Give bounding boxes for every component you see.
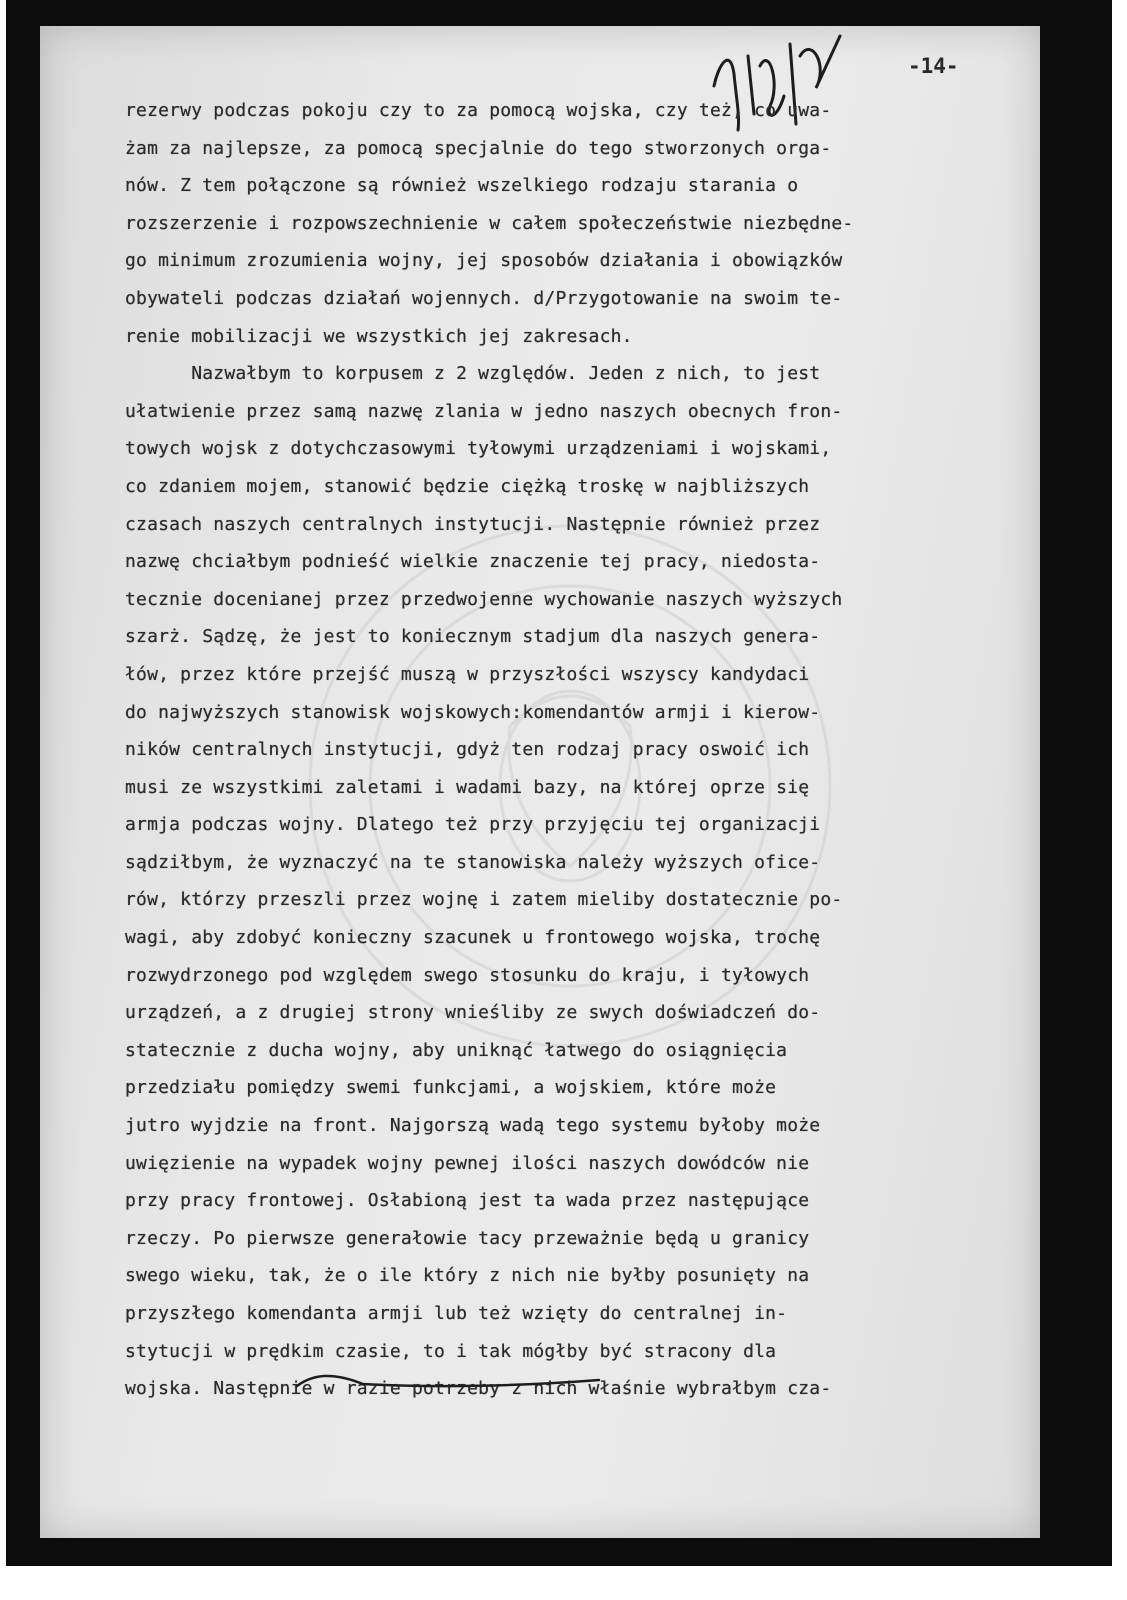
text-line: żam za najlepsze, za pomocą specjalnie do tego stworzonych orga- (125, 137, 832, 159)
text-line: do najwyższych stanowisk wojskowych:komendantów armji i kierow- (125, 701, 821, 723)
text-line: wagi, aby zdobyć konieczny szacunek u frontowego wojska, trochę (125, 927, 821, 949)
text-line: ułatwienie przez samą nazwę zlania w jedno naszych obecnych fron- (125, 400, 843, 422)
typed-text-body (125, 92, 1025, 1408)
text-line: go minimum zrozumienia wojny, jej sposobów działania i obowiązków (125, 250, 843, 272)
text-line: co zdaniem mojem, stanowić będzie ciężką troskę w najbliższych (125, 475, 810, 497)
text-line: rezerwy podczas pokoju czy to za pomocą wojska, czy też, co uwa- (125, 100, 832, 121)
text-line: rzeczy. Po pierwsze generałowie tacy przeważnie będą u granicy (125, 1227, 810, 1249)
text-line: rozszerzenie i rozpowszechnienie w całem społeczeństwie niezbędne- (125, 212, 854, 234)
text-line: renie mobilizacji we wszystkich jej zakresach. (125, 325, 633, 347)
text-line: Nazwałbym to korpusem z 2 względów. Jeden z nich, to jest (125, 363, 821, 385)
text-line: nów. Z tem połączone są również wszelkiego rodzaju starania o (125, 175, 799, 197)
text-line: łów, przez które przejść muszą w przyszłości wszyscy kandydaci (125, 663, 810, 685)
text-line: obywateli podczas działań wojennych. d/Przygotowanie na swoim te- (125, 287, 843, 309)
handwritten-underline (293, 1368, 603, 1390)
document-page (40, 26, 1040, 1538)
text-line: przedziału pomiędzy swemi funkcjami, a wojskiem, które może (125, 1077, 777, 1099)
text-line: ników centralnych instytucji, gdyż ten rodzaj pracy oswoić ich (125, 739, 810, 761)
text-line: armja podczas wojny. Dlatego też przy przyjęciu tej organizacji (125, 814, 821, 836)
text-line: sądziłbym, że wyznaczyć na te stanowiska należy wyższych ofice- (125, 851, 821, 873)
text-line: jutro wyjdzie na front. Najgorszą wadą tego systemu byłoby może (125, 1115, 821, 1137)
text-line: urządzeń, a z drugiej strony wnieśliby ze swych doświadczeń do- (125, 1002, 821, 1024)
text-line: przy pracy frontowej. Osłabioną jest ta wada przez następujące (125, 1190, 810, 1212)
text-line: wojska. Następnie w razie potrzeby z nich właśnie wybrałbym cza- (125, 1378, 832, 1400)
page-number: -14- (908, 54, 959, 78)
text-line: uwięzienie na wypadek wojny pewnej ilości naszych dowódców nie (125, 1152, 810, 1174)
text-line: rów, którzy przeszli przez wojnę i zatem mieliby dostatecznie po- (125, 889, 843, 911)
text-line: rozwydrzonego pod względem swego stosunku do kraju, i tyłowych (125, 964, 810, 986)
text-line: nazwę chciałbym podnieść wielkie znaczenie tej pracy, niedosta- (125, 551, 821, 573)
text-line: swego wieku, tak, że o ile który z nich nie byłby posunięty na (125, 1265, 810, 1287)
text-line: szarż. Sądzę, że jest to koniecznym stadjum dla naszych genera- (125, 626, 821, 648)
text-line: musi ze wszystkimi zaletami i wadami bazy, na której oprze się (125, 776, 810, 798)
text-line: przyszłego komendanta armji lub też wzięty do centralnej in- (125, 1303, 788, 1324)
text-line: towych wojsk z dotychczasowymi tyłowymi urządzeniami i wojskami, (125, 438, 832, 460)
text-line: statecznie z ducha wojny, aby uniknąć łatwego do osiągnięcia (125, 1039, 788, 1061)
text-line: tecznie docenianej przez przedwojenne wychowanie naszych wyższych (125, 588, 843, 610)
text-line: stytucji w prędkim czasie, to i tak mógłby być stracony dla (125, 1340, 777, 1362)
text-line: czasach naszych centralnych instytucji. Następnie również przez (125, 513, 821, 535)
